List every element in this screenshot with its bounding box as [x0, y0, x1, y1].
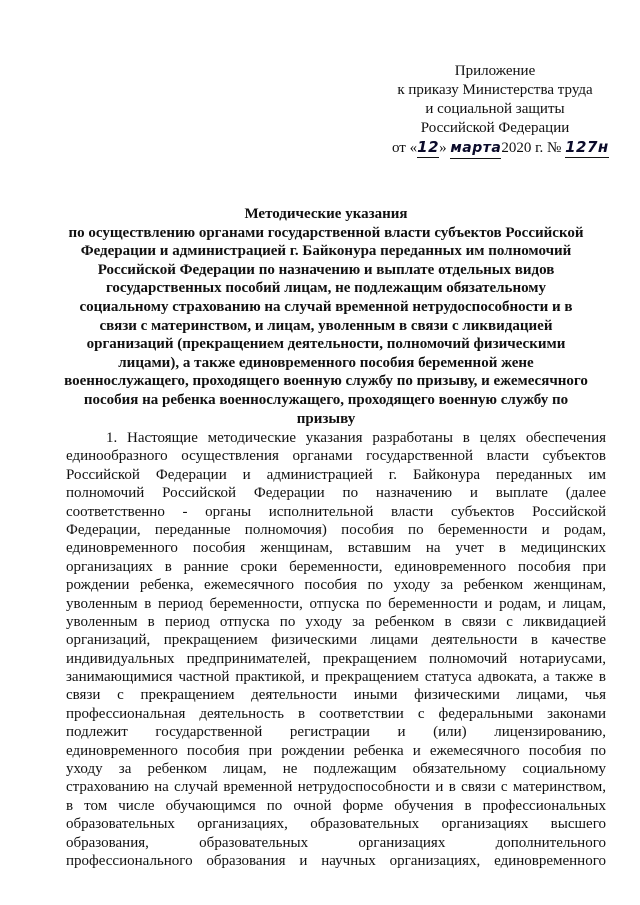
body-line: организациях в ранние сроки беременности, единовременного пособия при [66, 558, 606, 575]
body-line: связи с прекращением деятельности иными физическими лицами, чья [66, 687, 606, 704]
body-line: профессионального образования и научных организациях, единовременного [66, 852, 606, 869]
body-line: образовательных организациях, образовательных организациях высшего [66, 816, 606, 833]
year-text: 2020 г. № [501, 140, 562, 156]
title-line: Российской Федерации по назначению и выплате отдельных видов [97, 261, 555, 278]
title-line: призыву [296, 410, 356, 427]
body-line: страхованию на случай временной нетрудоспособности и в связи с материнством, [66, 779, 606, 796]
quote-close: » [439, 140, 447, 156]
body-line: соответственно - органы исполнительной власти субъектов Российской [66, 503, 606, 520]
title-line: по осуществлению органами государственной власти субъектов Российской [68, 224, 584, 241]
body-line: организаций, прекращением физическими лицами деятельности в качестве [66, 632, 606, 649]
handwritten-day: 12 [417, 138, 440, 156]
document-title [40, 205, 612, 428]
body-line: Российской Федерации и администрацией г. Байконура переданных им [66, 466, 606, 483]
title-line: связи с материнством, и лицам, уволенным в связи с ликвидацией [99, 317, 553, 334]
appendix-line: к приказу Министерства труда [397, 82, 593, 98]
title-line: Федерации и администрацией г. Байконура переданных им полномочий [80, 243, 572, 260]
title-line: организаций (прекращением деятельности, полномочий физическими [86, 336, 566, 353]
body-line: подлежит государственной регистрации и (или) лицензированию, [66, 724, 606, 741]
appendix-line: и социальной защиты [425, 101, 565, 117]
body-line: уходу за ребенком лицам, не подлежащим обязательному социальному [66, 761, 606, 778]
title-line: лицами), а также единовременного пособия беременной жене [118, 354, 534, 371]
body-line: рождении ребенка, ежемесячного пособия по уходу за ребенком женщинам, [66, 577, 606, 594]
body-line: в том числе обучающимся по очной форме обучения в профессиональных [66, 797, 606, 814]
appendix-header [380, 62, 610, 159]
body-line: единообразного осуществления органами государственной власти субъектов [66, 448, 606, 465]
body-line: полномочий Российской Федерации по назначению и выплате (далее [66, 485, 606, 502]
body-line: занимающимися частной практикой, и прекращением статуса адвоката, а также в [66, 669, 606, 686]
body-line: профессиональная деятельность в соответствии с федеральными законами [66, 705, 606, 722]
date-prefix: от « [392, 140, 418, 156]
body-line: уволенным в период отпуска по уходу за ребенком в связи с ликвидацией [66, 613, 606, 630]
body-paragraph [66, 429, 606, 870]
body-line: индивидуальных предпринимателей, прекращением полномочий нотариусами, [66, 650, 606, 667]
title-line: военнослужащего, проходящего военную службу по призыву, и ежемесячного [64, 373, 588, 390]
body-line: 1. Настоящие методические указания разработаны в целях обеспечения [106, 430, 606, 446]
body-line: единовременного пособия при рождении ребенка и ежемесячного пособия по [66, 742, 606, 759]
title-line: государственных пособий лицам, не подлежащим обязательному [105, 280, 547, 297]
handwritten-month: марта [450, 139, 501, 159]
order-date-line [380, 138, 610, 159]
body-line: уволенным в период беременности, отпуска по беременности и родам, и лицам, [66, 595, 606, 612]
body-line: единовременного пособия женщинам, вставшим на учет в медицинских [66, 540, 606, 557]
title-line: социальному страхованию на случай временной нетрудоспособности и в [79, 298, 573, 315]
body-line: образования, образовательных организациях дополнительного [66, 834, 606, 851]
appendix-line: Приложение [454, 63, 536, 79]
appendix-line: Российской Федерации [420, 120, 570, 136]
body-line: Федерации, переданные полномочия) пособия по беременности и родам, [66, 521, 606, 538]
handwritten-order-number: 127н [565, 138, 609, 156]
title-line: пособия на ребенка военнослужащего, проходящего военную службу по [83, 391, 569, 408]
title-line: Методические указания [244, 206, 408, 222]
